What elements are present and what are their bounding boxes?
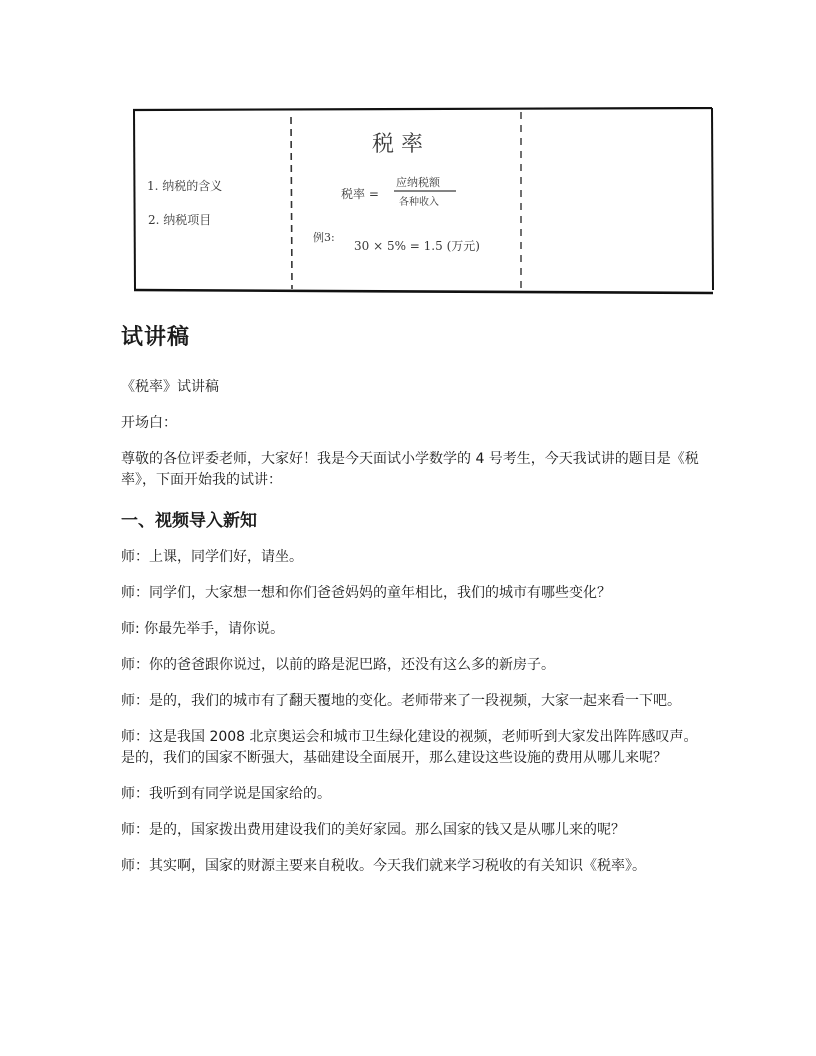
board-title: 税 率 [372,132,423,157]
board-item-1: 1. 纳税的含义 [147,179,223,193]
board-item-2: 2. 纳税项目 [148,213,212,227]
paragraph: 师：这是我国 2008 北京奥运会和城市卫生绿化建设的视频，老师听到大家发出阵阵感叹声。是的，我们的国家不断强大，基础建设全面展开，那么建设这些设施的费用从哪儿来呢？ [121,729,698,766]
document-title: 试讲稿 [121,325,191,350]
blackboard-sketch [132,107,714,295]
paragraph: 师：你的爸爸跟你说过，以前的路是泥巴路，还没有这么多的新房子。 [121,657,555,673]
paragraph: 师：其实啊，国家的财源主要来自税收。今天我们就来学习税收的有关知识《税率》。 [121,858,646,874]
opening-label: 开场白： [121,415,177,431]
document-subtitle: 《税率》试讲稿 [121,379,219,395]
document-body [121,320,701,892]
paragraph: 师: 你最先举手，请你说。 [121,621,285,637]
paragraph: 师：上课，同学们好，请坐。 [121,549,303,565]
board-right-border [712,108,713,290]
paragraph: 师：是的，我们的城市有了翻天覆地的变化。老师带来了一段视频，大家一起来看一下吧。 [121,693,681,709]
board-formula-label: 税率 = [341,187,379,201]
opening-text: 尊敬的各位评委老师，大家好！我是今天面试小学数学的 4 号考生，今天我试讲的题目是《税率》，下面开始我的试讲： [121,451,699,488]
board-formula-denominator: 各种收入 [399,197,439,208]
board-example-expr: 30 × 5% = 1.5 (万元) [354,239,480,253]
paragraph: 师：同学们，大家想一想和你们爸爸妈妈的童年相比，我们的城市有哪些变化？ [121,585,611,601]
paragraph: 师：我听到有同学说是国家给的。 [121,786,331,802]
board-divider-left [291,117,292,289]
board-formula-numerator: 应纳税额 [396,176,440,189]
blackboard-drawing [132,107,714,295]
paragraph: 师：是的，国家拨出费用建设我们的美好家园。那么国家的钱又是从哪儿来的呢？ [121,822,625,838]
board-left-border [134,110,135,290]
section-heading: 一、视频导入新知 [121,511,257,531]
board-example-label: 例3: [313,231,335,244]
